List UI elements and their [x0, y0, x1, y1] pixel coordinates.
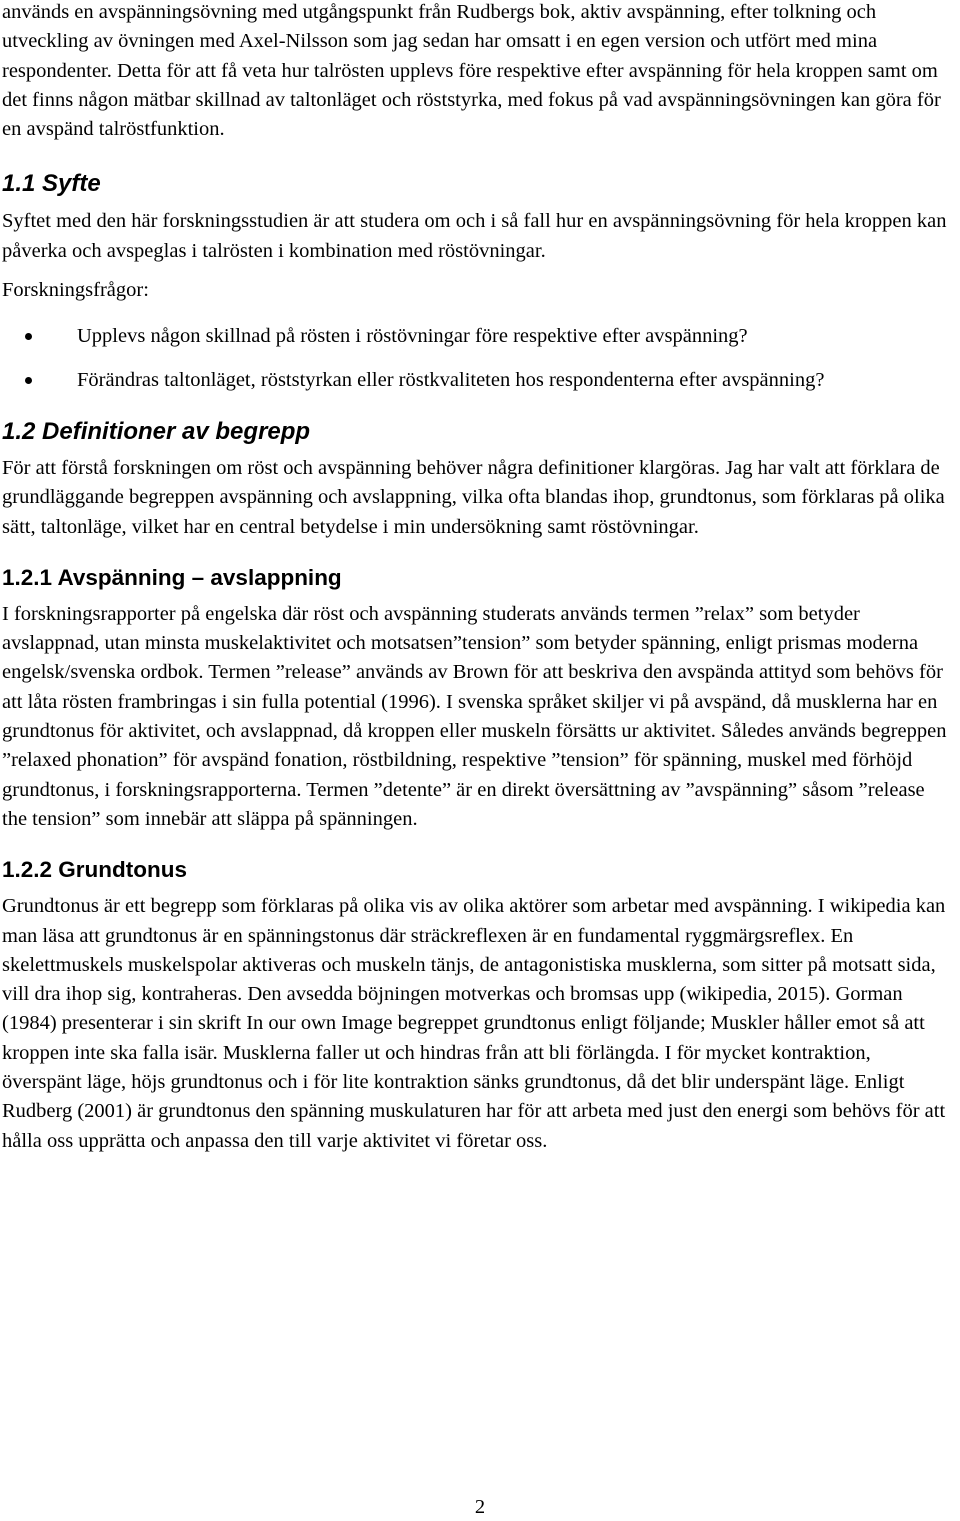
grundtonus-paragraph: Grundtonus är ett begrepp som förklaras på olika vis av olika aktörer som arbetar med avspänning. I wikipedia kan man läsa att grundtonus är en spänningstonus där sträckreflexen är en fundamental ryggmärgsreflex. En skelettmuskels muskelspolar aktiveras och muskeln tänjs, de antagonistiska musklerna, som sitter på motsatt sida, vill dra ihop sig, kontraheras. Den avsedda böjningen motverkas och bromsas upp (wikipedia, 2015). Gorman (1984) presenterar i sin skrift In our own Image begreppet grundtonus enligt följande; Muskler håller emot så att kroppen inte ska falla isär. Musklerna faller ut och hindras från att bli förlängda. I för mycket kontraktion, överspänt läge, höjs grundtonus och i för lite kontraktion sänks grundtonus, då det blir underspänt läge. Enligt Rudberg (2001) är grundtonus den spänning muskulaturen har för att arbeta med just den energi som behövs för att hålla oss upprätta och anpassa den till varje aktivitet vi företar oss.: [2, 895, 946, 1152]
bullet-icon: [25, 333, 32, 340]
definitioner-paragraph: För att förstå forskningen om röst och avspänning behöver några definitioner klargöras. Jag har valt att förklara de grundläggande begreppen avspänning och avslappning, vilka ofta blandas ihop, grundtonus, som förklaras på olika sätt, taltonläge, vilket har en central betydelse i min undersökning samt röstövningar.: [2, 456, 945, 538]
document-page: [2, 0, 954, 1156]
intro-paragraph: används en avspänningsövning med utgångspunkt från Rudbergs bok, aktiv avspänning, efter tolkning och utveckling av övningen med Axel-Nilsson som jag sedan har omsatt i en egen version och utfört med mina respondenter. Detta för att få veta hur talrösten upplevs före respektive efter avspänning för hela kroppen samt om det finns någon mätbar skillnad av taltonläget och röststyrka, med fokus på vad avspänningsövningen kan göra för en avspänd talröstfunktion.: [2, 1, 941, 141]
bullet-icon: [25, 377, 32, 384]
page-number: 2: [474, 1496, 486, 1518]
subsection-heading-grundtonus: 1.2.2 Grundtonus: [2, 857, 188, 883]
section-heading-syfte: 1.1 Syfte: [2, 170, 101, 198]
avspanning-paragraph: I forskningsrapporter på engelska där röst och avspänning studerats används termen ”relax” som betyder avslappnad, utan minsta muskelaktivitet och motsatsen”tension” som betyder spänning, enligt prismas moderna engelsk/svenska ordbok. Termen ”release” används av Brown för att beskriva den avspända attityd som behövs för att låta rösten frambringas i sin fulla potential (1996). I svenska språket skiljer vi på avspänd, då musklerna har en grundtonus för aktivitet, och avslappnad, då kroppen eller muskeln försätts ur aktivitet. Således används begreppen ”relaxed phonation” för avspänd fonation, röstbildning, respektive ”tension” för spänning, muskel med förhöjd grundtonus, i forskningsrapporterna. Termen ”detente” är en direkt översättning av ”avspänning” såsom ”release the tension” som innebär att släppa på spänningen.: [2, 602, 947, 830]
research-questions-label: Forskningsfrågor:: [2, 279, 149, 302]
research-questions-list: [2, 322, 954, 395]
list-item: [2, 366, 954, 395]
list-item: [2, 322, 954, 351]
syfte-paragraph: Syftet med den här forskningsstudien är att studera om och i så fall hur en avspänningsövning för hela kroppen kan påverka och avspeglas i talrösten i kombination med röstövningar.: [2, 210, 947, 262]
section-heading-definitioner: 1.2 Definitioner av begrepp: [2, 417, 311, 445]
question-text: Förändras taltonläget, röststyrkan eller röstkvaliteten hos respondenterna efter avspänning?: [77, 368, 825, 391]
subsection-heading-avspanning: 1.2.1 Avspänning – avslappning: [2, 564, 342, 590]
question-text: Upplevs någon skillnad på rösten i röstövningar före respektive efter avspänning?: [77, 325, 748, 348]
